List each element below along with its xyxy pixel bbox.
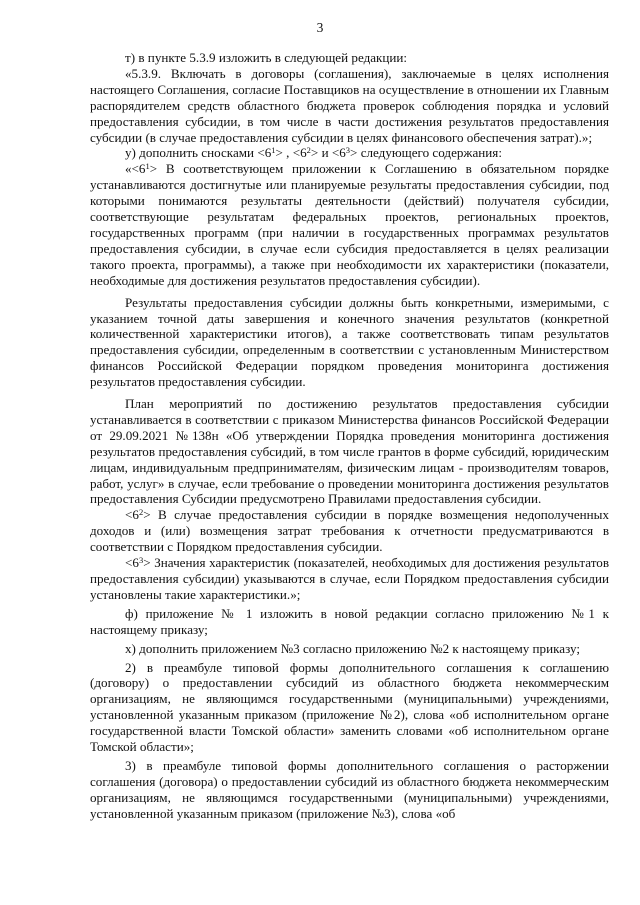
paragraph: 3) в преамбуле типовой формы дополнительного соглашения о расторжении соглашения (договора) о предоставлении субсидий из областного бюджета некоммерческим организациям, не являющимся государственными (муниципальными) учреждениями, установленной указанным приказом (приложение №3), слова «об <box>90 757 609 821</box>
footnote-superscript: 3 <box>345 145 351 156</box>
footnote-superscript: 1 <box>271 145 276 156</box>
paragraph: 2) в преамбуле типовой формы дополнительного соглашения к соглашению (договору) о предоставлении субсидий из областного бюджета некоммерческим организациям, не являющимся государственными (муниципальными) учреждениями, установленной указанным приказом (приложение №2), слова «об исполнительном органе государственной власти Томской области» заменить словами «об исполнительном органе Томской области»; <box>90 659 609 755</box>
paragraph: Результаты предоставления субсидии должны быть конкретными, измеримыми, с указанием точной даты завершения и конечного значения результатов (конкретной количественной характеристики итогов), а также соответствовать типам результатов предоставления субсидии, определенным в соответствии с установленным Министерством финансов Российской Федерации порядком проведения мониторинга достижения результатов предоставления субсидии. <box>90 294 609 390</box>
footnote-superscript: 2 <box>138 507 144 518</box>
paragraph: $<6^3>$ Значения характеристик (показателей, необходимых для достижения результатов предоставления субсидии) указываются в случае, если Порядком предоставления субсидии установлены такие характеристики.»; <box>90 555 609 602</box>
paragraph: «5.3.9. Включать в договоры (соглашения), заключаемые в целях исполнения настоящего Соглашения, согласие Поставщиков на осуществление в отношении их Главным распорядителем средств областного бюджета проверок соблюдения порядка и условий предоставления субсидии, в том числе в части достижения результатов предоставления субсидии (в случае предоставления субсидии в целях финансового обеспечения затрат).»; <box>90 65 609 145</box>
page-number: 3 <box>316 20 324 35</box>
paragraph: х) дополнить приложением №3 согласно приложению №2 к настоящему приказу; <box>125 640 581 656</box>
paragraph: у) дополнить сносками $<6^1>$ , $<6^2> и <6^3>$ следующего содержания: <box>125 145 502 161</box>
footnote-superscript: 3 <box>138 555 144 566</box>
footnote-superscript: 2 <box>306 145 311 156</box>
paragraph: т) в пункте 5.3.9 изложить в следующей редакции: <box>125 50 408 65</box>
document-body <box>90 50 609 822</box>
paragraph: ф) приложение № 1 изложить в новой редакции согласно приложению №1 к настоящему приказу; <box>90 605 609 637</box>
paragraph: План мероприятий по достижению результатов предоставления субсидии устанавливается в соответствии с приказом Министерства финансов Российской Федерации от 29.09.2021 №138н «Об утверждении Порядка проведения мониторинга достижения результатов предоставления субсидий, в том числе грантов в форме субсидий, юридическим лицам, индивидуальным предпринимателям, физическим лицам - производителям товаров, работ, услуг» в случае, если требование о проведении мониторинга достижения результатов предоставления Субсидии предусмотрено Правилами предоставления субсидии. <box>90 396 609 507</box>
paragraph: $<6^2> В$ случае предоставления субсидии в порядке возмещения недополученных доходов и (или) возмещения затрат требования к отчетности предусматриваются в соответствии с Порядком предоставления субсидии. <box>90 507 609 555</box>
footnote-superscript: 1 <box>145 161 150 172</box>
paragraph: «$<6^1> В$ соответствующем приложении к Соглашению в обязательном порядке устанавливаются достигнутые или планируемые результаты предоставления субсидии, под которыми понимаются результаты деятельности (действий) получателя субсидии, соответствующие результатам федеральных проектов, региональных проектов, государственных программ (при наличии в государственных программах результатов предоставления субсидии, в случае если субсидия предоставляется в целях реализации такого проекта, программы), а также при необходимости их характеристики (показатели, необходимые для достижения результатов предоставления субсидии). <box>90 161 609 288</box>
